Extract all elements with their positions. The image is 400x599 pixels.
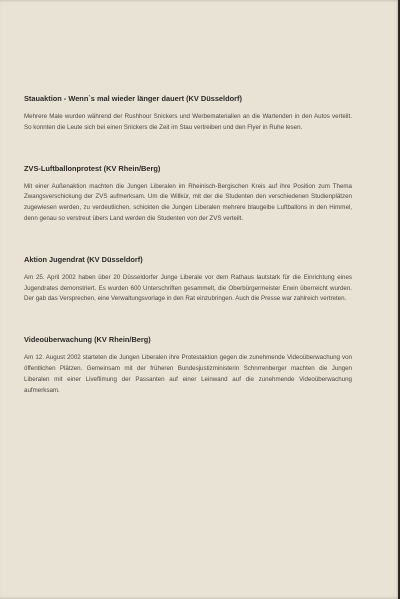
- section-heading: Stauaktion - Wenn`s mal wieder länger dauert (KV Düsseldorf): [24, 94, 242, 103]
- section-heading: Videoüberwachung (KV Rhein/Berg): [24, 335, 151, 345]
- document-content: [24, 94, 352, 426]
- section-body: Am 12. August 2002 starteten die Jungen Liberalen ihre Protestaktion gegen die zunehmende Videoüberwachung von öffentlichen Plätzen. Gemeinsam mit der früheren Bundesjustizministerin Schnrrenberger machten die Jungen Liberalen mit einer Liveflimung der Passanten auf einer Leinwand auf die zunehmende Videoüberwachung aufmerksam.: [24, 354, 352, 394]
- section-body: Am 25. April 2002 haben über 20 Düsseldorfer Junge Liberale vor dem Rathaus lautstark für die Einrichtung eines Jugendrates demonstriert. Es wurden 600 Unterschriften gesammelt, die Oberbürgermeister Erwin überreicht wurden. Der gab das Versprechen, eine Verwaltungsvorlage in den Rat einzubringen. Auch die Presse war zahlreich vertreten.: [24, 273, 352, 303]
- section-heading: ZVS-Luftballonprotest (KV Rhein/Berg): [24, 163, 161, 173]
- section-videoueberwachung: [24, 335, 352, 396]
- section-stauaktion: [24, 94, 352, 134]
- section-heading: Aktion Jugendrat (KV Düsseldorf): [24, 254, 143, 264]
- section-body: Mehrere Male wurden während der Rushhour Snickers und Werbematerialien an die Wartenden in den Autos verteilt. So konnten die Leute sich bei einen Snickers die Zeit im Stau vertreiben und den Flyer in Ruhe lesen.: [24, 113, 352, 131]
- section-aktion-jugendrat: [24, 255, 352, 305]
- section-zvs-luftballonprotest: [24, 164, 352, 225]
- section-body: Mit einer Außenaktion machten die Jungen Liberalen im Rheinisch-Bergischen Kreis auf ihre Position zum Thema Zwangsverschickung der ZVS aufmerksam. Um die Willkür, mit der die Studenten den verschiedenen Studienplätzen zugewiesen werden, zu verdeutlichen, schickten die Jungen Liberalen mehrere blaugelbe Luftballons in den Himmel, denn genau so verstreut übers Land werden die Studenten von der ZVS verteilt.: [24, 182, 352, 222]
